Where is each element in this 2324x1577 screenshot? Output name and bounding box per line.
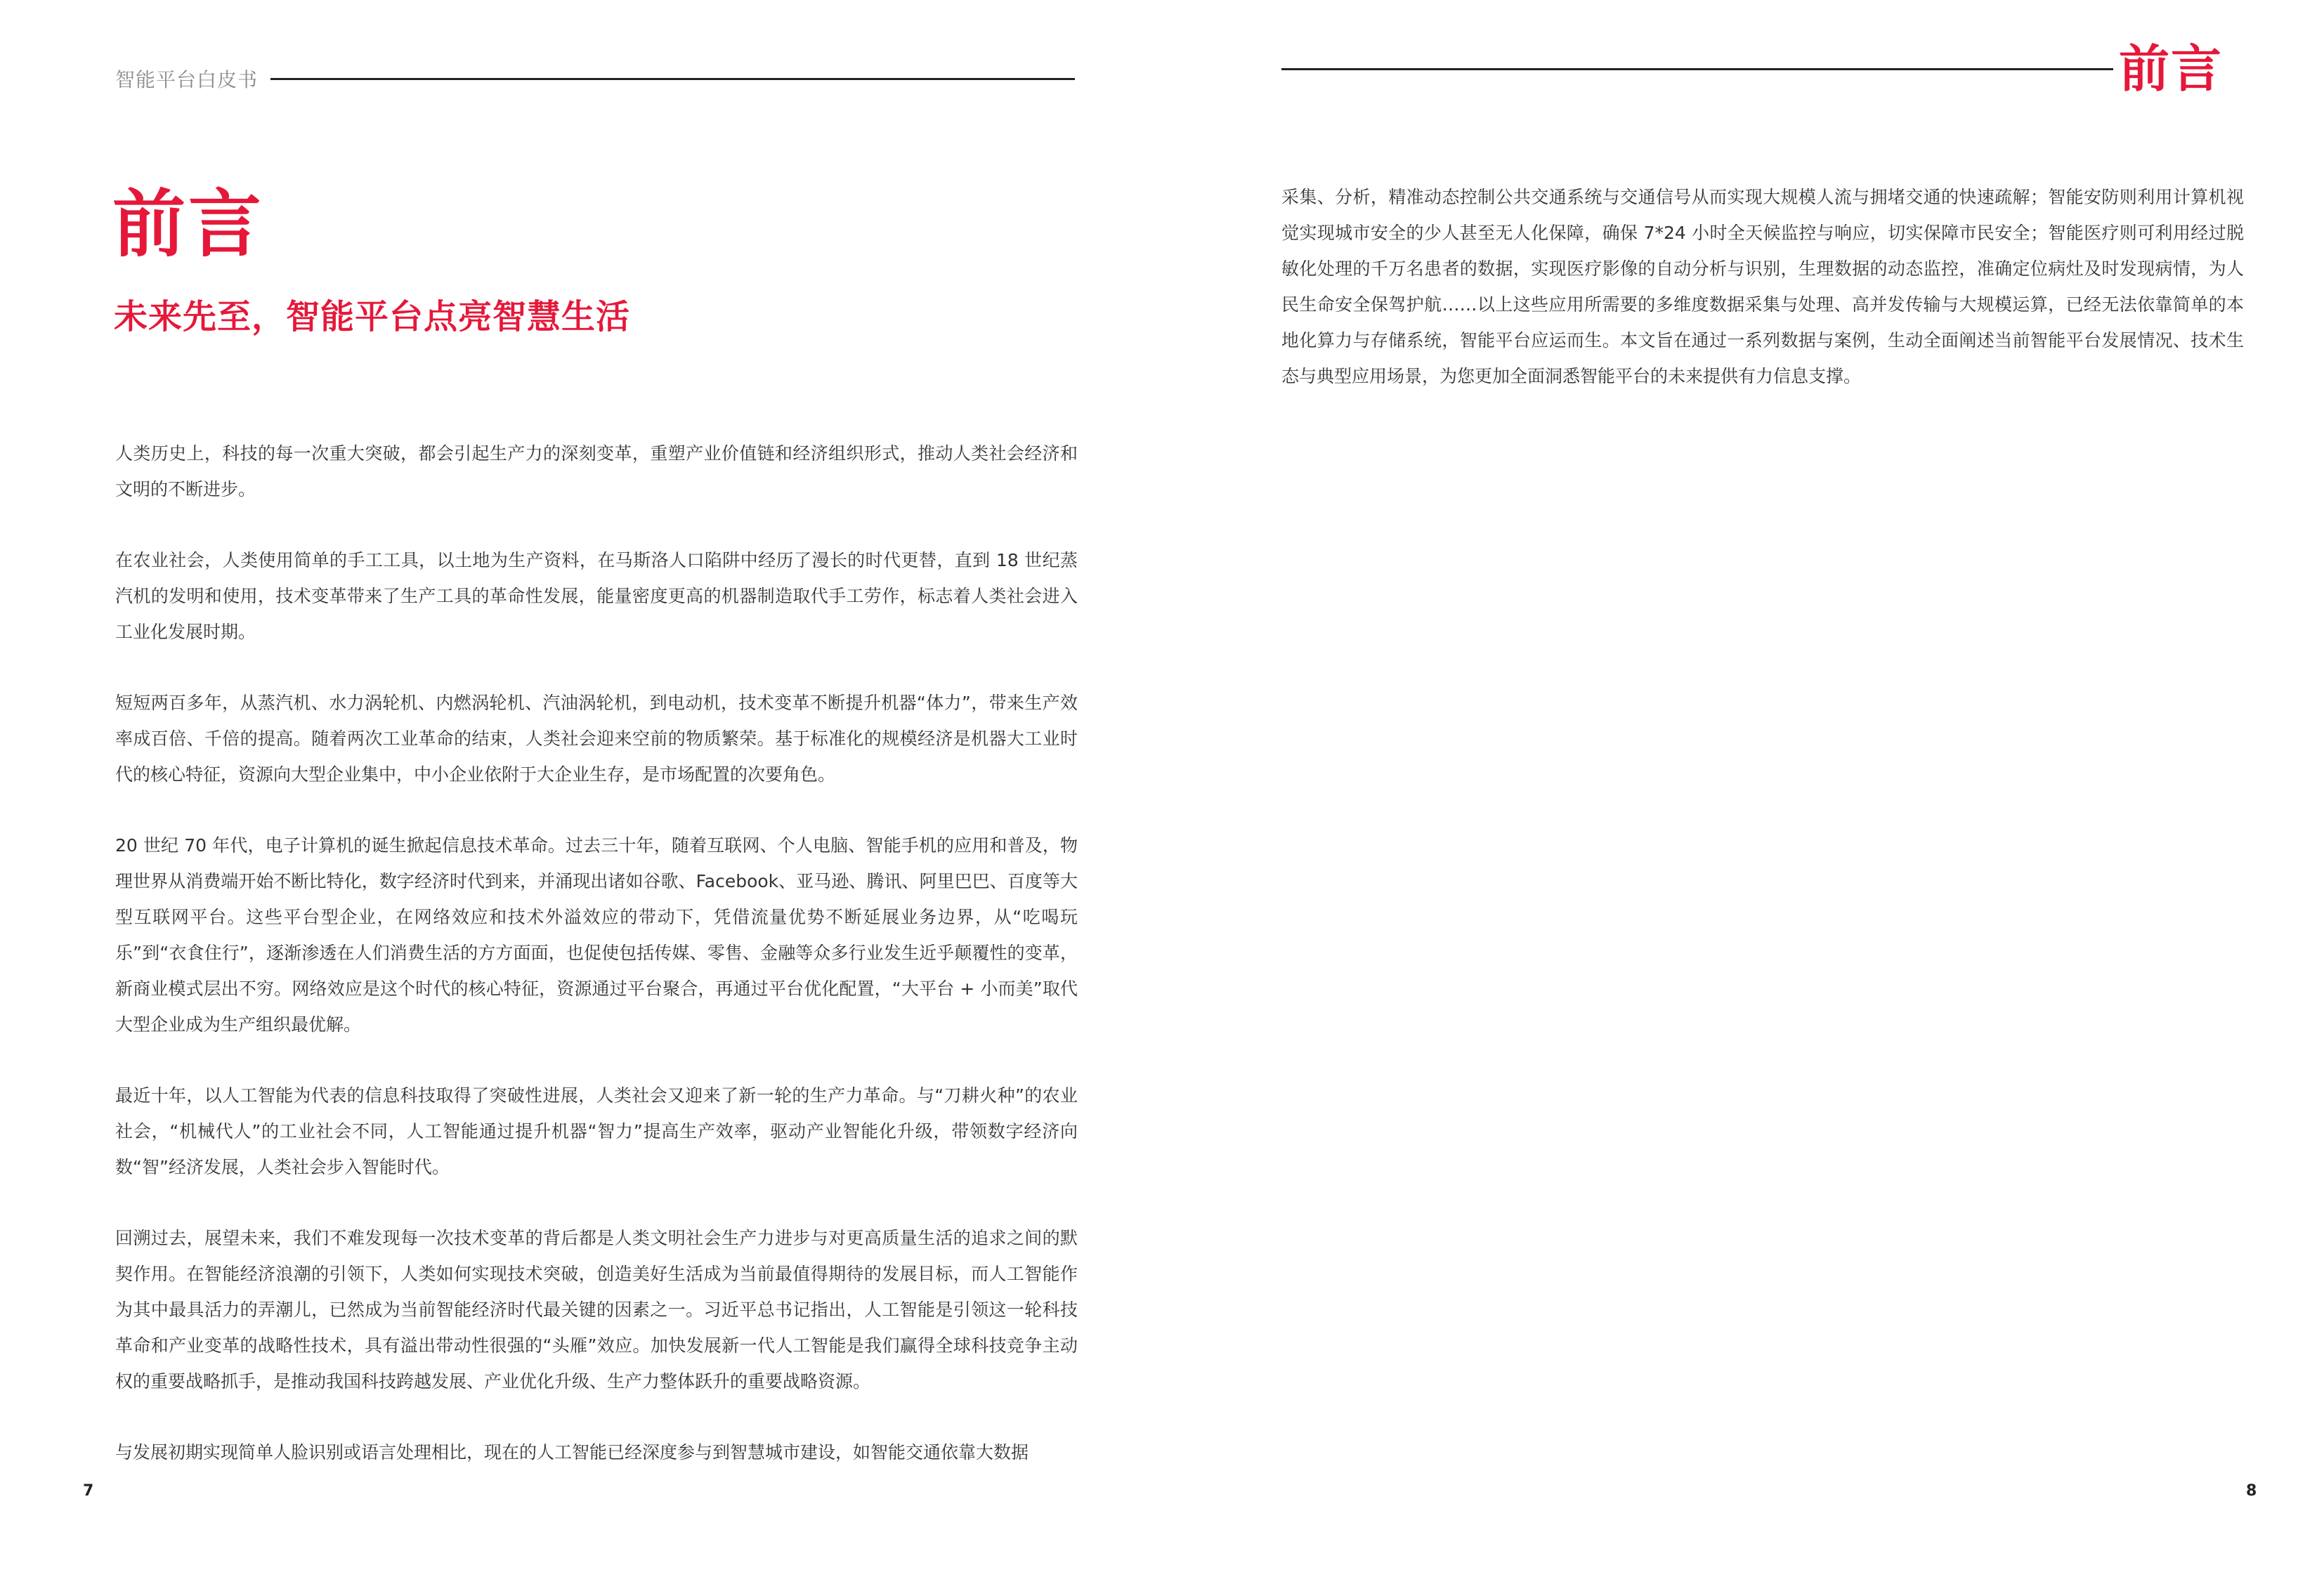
paragraph: 最近十年，以人工智能为代表的信息科技取得了突破性进展，人类社会又迎来了新一轮的生产力革命。与“刀耕火种”的农业社会，“机械代人”的工业社会不同，人工智能通过提升机器“智力”提高生产效率，驱动产业智能化升级，带领数字经济向数“智”经济发展，人类社会步入智能时代。 <box>115 1085 1078 1177</box>
paragraph: 与发展初期实现简单人脸识别或语言处理相比，现在的人工智能已经深度参与到智慧城市建设，如智能交通依靠大数据 <box>115 1442 1029 1463</box>
running-header <box>1281 39 2223 98</box>
corner-title: 前言 <box>2118 39 2223 98</box>
body-text-right <box>1281 179 2244 429</box>
chapter-subtitle: 未来先至，智能平台点亮智慧生活 <box>114 297 631 336</box>
header-rule <box>1281 68 2113 70</box>
body-text-left <box>115 436 1078 1505</box>
paragraph: 20 世纪 70 年代，电子计算机的诞生掀起信息技术革命。过去三十年，随着互联网、个人电脑、智能手机的应用和普及，物理世界从消费端开始不断比特化，数字经济时代到来，并涌现出诸如谷歌、Facebook、亚马逊、腾讯、阿里巴巴、百度等大型互联网平台。这些平台型企业，在网络效应和技术外溢效应的带动下，凭借流量优势不断延展业务边界，从“吃喝玩乐”到“衣食住行”，逐渐渗透在人们消费生活的方方面面，也促使包括传媒、零售、金融等众多行业发生近乎颠覆性的变革，新商业模式层出不穷。网络效应是这个时代的核心特征，资源通过平台聚合，再通过平台优化配置，“大平台 + 小而美”取代大型企业成为生产组织最优解。 <box>115 835 1078 1035</box>
paragraph: 人类历史上，科技的每一次重大突破，都会引起生产力的深刻变革，重塑产业价值链和经济组织形式，推动人类社会经济和文明的不断进步。 <box>115 443 1078 499</box>
right-page <box>1162 0 2324 1577</box>
header-rule <box>270 78 1075 80</box>
chapter-title: 前言 <box>112 181 265 267</box>
paragraph: 采集、分析，精准动态控制公共交通系统与交通信号从而实现大规模人流与拥堵交通的快速疏解；智能安防则利用计算机视觉实现城市安全的少人甚至无人化保障，确保 7*24 小时全天候监控与响应，切实保障市民安全；智能医疗则可利用经过脱敏化处理的千万名患者的数据，实现医疗影像的自动分析与识别，生理数据的动态监控，准确定位病灶及时发现病情，为人民生命安全保驾护航……以上这些应用所需要的多维度数据采集与处理、高并发传输与大规模运算，已经无法依靠简单的本地化算力与存储系统，智能平台应运而生。本文旨在通过一系列数据与案例，生动全面阐述当前智能平台发展情况、技术生态与典型应用场景，为您更加全面洞悉智能平台的未来提供有力信息支撑。 <box>1281 187 2244 386</box>
running-title: 智能平台白皮书 <box>115 68 259 91</box>
running-header <box>115 65 1075 93</box>
page-number: 7 <box>83 1482 94 1500</box>
page-number: 8 <box>2246 1482 2257 1500</box>
paragraph: 短短两百多年，从蒸汽机、水力涡轮机、内燃涡轮机、汽油涡轮机，到电动机，技术变革不断提升机器“体力”，带来生产效率成百倍、千倍的提高。随着两次工业革命的结束，人类社会迎来空前的物质繁荣。基于标准化的规模经济是机器大工业时代的核心特征，资源向大型企业集中，中小企业依附于大企业生存，是市场配置的次要角色。 <box>115 693 1078 785</box>
paragraph: 在农业社会，人类使用简单的手工工具，以土地为生产资料，在马斯洛人口陷阱中经历了漫长的时代更替，直到 18 世纪蒸汽机的发明和使用，技术变革带来了生产工具的革命性发展，能量密度更高的机器制造取代手工劳作，标志着人类社会进入工业化发展时期。 <box>115 550 1078 642</box>
paragraph: 回溯过去，展望未来，我们不难发现每一次技术变革的背后都是人类文明社会生产力进步与对更高质量生活的追求之间的默契作用。在智能经济浪潮的引领下，人类如何实现技术突破，创造美好生活成为当前最值得期待的发展目标，而人工智能作为其中最具活力的弄潮儿，已然成为当前智能经济时代最关键的因素之一。习近平总书记指出，人工智能是引领这一轮科技革命和产业变革的战略性技术，具有溢出带动性很强的“头雁”效应。加快发展新一代人工智能是我们赢得全球科技竞争主动权的重要战略抓手，是推动我国科技跨越发展、产业优化升级、生产力整体跃升的重要战略资源。 <box>115 1228 1078 1392</box>
